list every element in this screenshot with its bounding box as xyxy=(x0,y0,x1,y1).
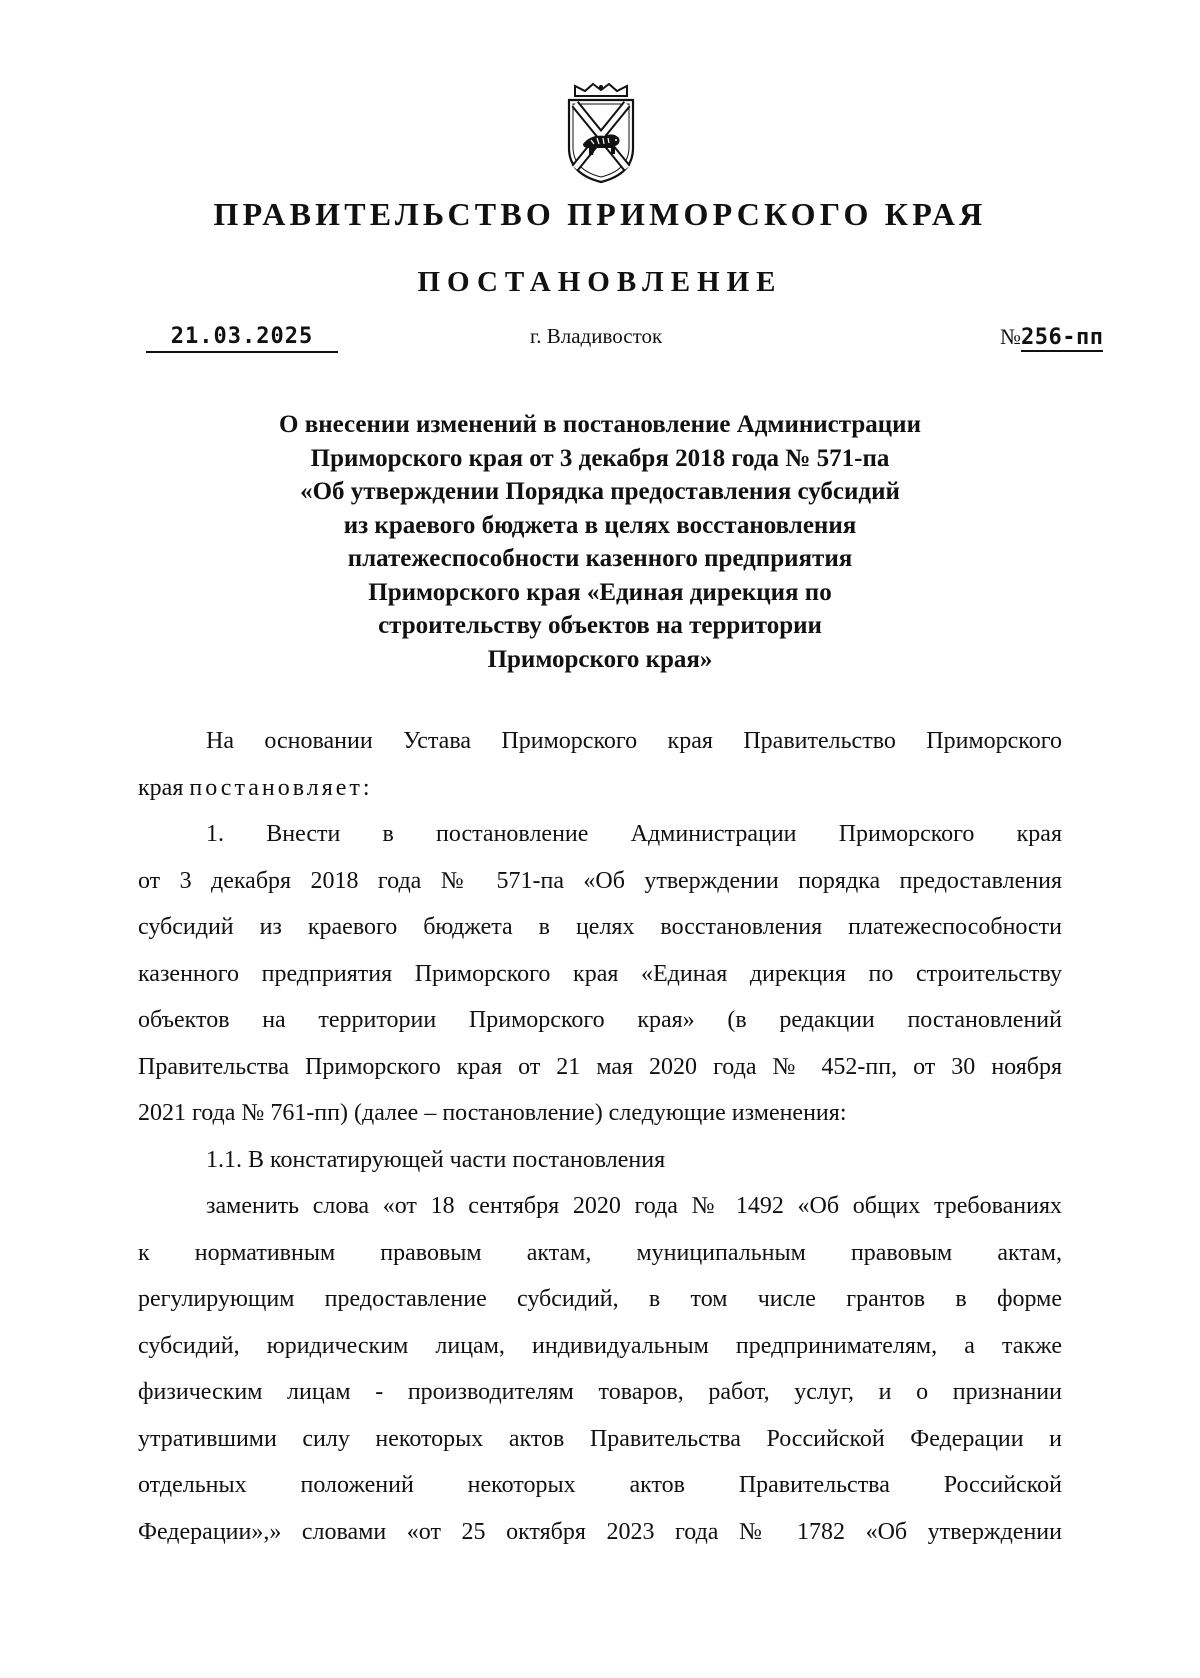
body-line: регулирующим предоставление субсидий, в том числе грантов в форме xyxy=(138,1286,1062,1312)
body-line: к нормативным правовым актам, муниципальным правовым актам, xyxy=(138,1239,1062,1266)
paragraph-item-1 xyxy=(138,811,1062,1137)
document-date: 21.03.2025 xyxy=(146,324,338,353)
document-subject xyxy=(180,408,1020,676)
body-line xyxy=(138,765,1062,812)
resolves-word: постановляет: xyxy=(189,774,373,801)
subject-line: платежеспособности казенного предприятия xyxy=(347,545,853,572)
number-value: 256-пп xyxy=(1021,325,1104,350)
body-line: отдельных положений некоторых актов Правительства Российской xyxy=(138,1472,1062,1498)
body-line: субсидий, юридическим лицам, индивидуальным предпринимателям, а также xyxy=(138,1332,1062,1359)
subject-line: из краевого бюджета в целях восстановления xyxy=(343,511,857,539)
body-line: 1. Внести в постановление Администрации Приморского края xyxy=(206,821,1062,847)
body-line: физическим лицам - производителям товаров, работ, услуг, и о признании xyxy=(138,1379,1062,1405)
subject-line: строительству объектов на территории xyxy=(378,612,822,639)
body-line: от 3 декабря 2018 года № 571-па «Об утверждении порядка предоставления xyxy=(138,867,1062,894)
document-city: г. Владивосток xyxy=(530,324,663,348)
body-line: Федерации»,» словами «от 25 октября 2023 года № 1782 «Об утверждении xyxy=(138,1518,1062,1545)
subject-line: Приморского края от 3 декабря 2018 года № 571-па xyxy=(310,444,890,472)
document-body xyxy=(138,718,1062,1555)
body-line: объектов на территории Приморского края» (в редакции постановлений xyxy=(138,1007,1062,1033)
body-line: утратившими силу некоторых актов Правительства Российской Федерации и xyxy=(138,1425,1062,1452)
body-line: Правительства Приморского края от 21 мая 2020 года № 452-пп, от 30 ноября xyxy=(138,1053,1062,1080)
subject-line: «Об утверждении Порядка предоставления субсидий xyxy=(300,478,900,505)
document-type: ПОСТАНОВЛЕНИЕ xyxy=(417,266,783,298)
body-line: субсидий из краевого бюджета в целях восстановления платежеспособности xyxy=(138,914,1062,940)
document-number xyxy=(1000,324,1103,350)
subject-line: Приморского края «Единая дирекция по xyxy=(368,578,832,606)
organization-name: ПРАВИТЕЛЬСТВО ПРИМОРСКОГО КРАЯ xyxy=(213,196,987,232)
body-line: 1.1. В констатирующей части постановления xyxy=(206,1146,666,1173)
paragraph-replace xyxy=(138,1183,1062,1555)
subject-line: О внесении изменений в постановление Администрации xyxy=(279,411,921,438)
subject-line: Приморского края» xyxy=(487,645,713,673)
paragraph-basis xyxy=(138,718,1062,811)
primorsky-krai-coat-of-arms-icon xyxy=(561,82,641,184)
body-text: края xyxy=(138,774,190,801)
body-line: На основании Устава Приморского края Правительство Приморского xyxy=(206,728,1062,754)
paragraph-item-1-1 xyxy=(138,1137,1062,1184)
body-line: казенного предприятия Приморского края «Единая дирекция по строительству xyxy=(138,960,1062,987)
body-line: 2021 года № 761-пп) (далее – постановление) следующие изменения: xyxy=(138,1100,847,1126)
number-prefix: № xyxy=(1000,324,1021,349)
body-line: заменить слова «от 18 сентября 2020 года № 1492 «Об общих требованиях xyxy=(206,1193,1062,1219)
